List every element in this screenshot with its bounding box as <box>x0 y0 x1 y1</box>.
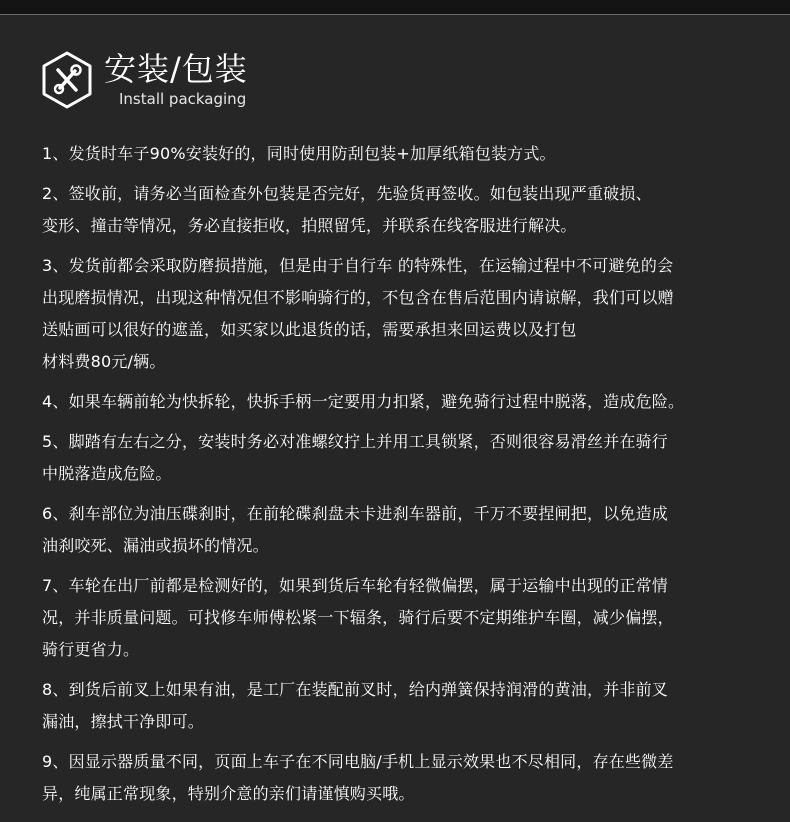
notice-line: 5、脚踏有左右之分，安装时务必对准螺纹拧上并用工具锁紧，否则很容易滑丝并在骑行 <box>42 432 668 451</box>
notice-line: 中脱落造成危险。 <box>42 464 172 483</box>
notice-line: 8、到货后前叉上如果有油，是工厂在装配前叉时，给内弹簧保持润滑的黄油，并非前叉 <box>42 680 668 699</box>
wrench-screwdriver-icon <box>40 50 94 110</box>
notice-line: 4、如果车辆前轮为快拆轮，快拆手柄一定要用力扣紧，避免骑行过程中脱落，造成危险。 <box>42 392 685 411</box>
notice-item-2 <box>42 178 754 242</box>
notice-item-3 <box>42 250 754 378</box>
notice-line: 变形、撞击等情况，务必直接拒收，拍照留凭，并联系在线客服进行解决。 <box>42 216 577 235</box>
notice-line: 出现磨损情况，出现这种情况但不影响骑行的，不包含在售后范围内请谅解，我们可以赠 <box>42 288 674 307</box>
notice-line: 况，并非质量问题。可找修车师傅松紧一下辐条，骑行后要不定期维护车圈，减少偏摆， <box>42 608 674 627</box>
notice-line: 送贴画可以很好的遮盖，如买家以此退货的话，需要承担来回运费以及打包 <box>42 320 577 339</box>
page-title: 安装/包装 <box>104 50 248 88</box>
notice-line: 3、发货前都会采取防磨损措施，但是由于自行车 的特殊性，在运输过程中不可避免的会 <box>42 256 674 275</box>
notice-line: 2、签收前，请务必当面检查外包装是否完好，先验货再签收。如包装出现严重破损、 <box>42 184 652 203</box>
notice-line: 异，纯属正常现象，特别介意的亲们请谨慎购买哦。 <box>42 784 415 803</box>
notice-item-7 <box>42 570 754 666</box>
notice-item-4 <box>42 386 754 418</box>
notice-item-5 <box>42 426 754 490</box>
notice-line: 油刹咬死、漏油或损坏的情况。 <box>42 536 269 555</box>
notice-line: 6、刹车部位为油压碟刹时，在前轮碟刹盘未卡进刹车器前，千万不要捏闸把，以免造成 <box>42 504 668 523</box>
page-subtitle: Install packaging <box>119 90 247 108</box>
notice-item-1 <box>42 138 754 170</box>
notice-item-8 <box>42 674 754 738</box>
notice-list <box>42 138 754 818</box>
notice-line: 漏油，擦拭干净即可。 <box>42 712 205 731</box>
notice-line: 骑行更省力。 <box>42 640 140 659</box>
notice-line: 7、车轮在出厂前都是检测好的，如果到货后车轮有轻微偏摆，属于运输中出现的正常情 <box>42 576 668 595</box>
notice-line: 9、因显示器质量不同，页面上车子在不同电脑/手机上显示效果也不尽相同，存在些微差 <box>42 752 674 771</box>
notice-item-6 <box>42 498 754 562</box>
notice-line: 材料费80元/辆。 <box>42 352 166 371</box>
notice-item-9 <box>42 746 754 810</box>
notice-line: 1、发货时车子90%安装好的，同时使用防刮包装+加厚纸箱包装方式。 <box>42 144 556 163</box>
top-bar <box>0 0 790 15</box>
